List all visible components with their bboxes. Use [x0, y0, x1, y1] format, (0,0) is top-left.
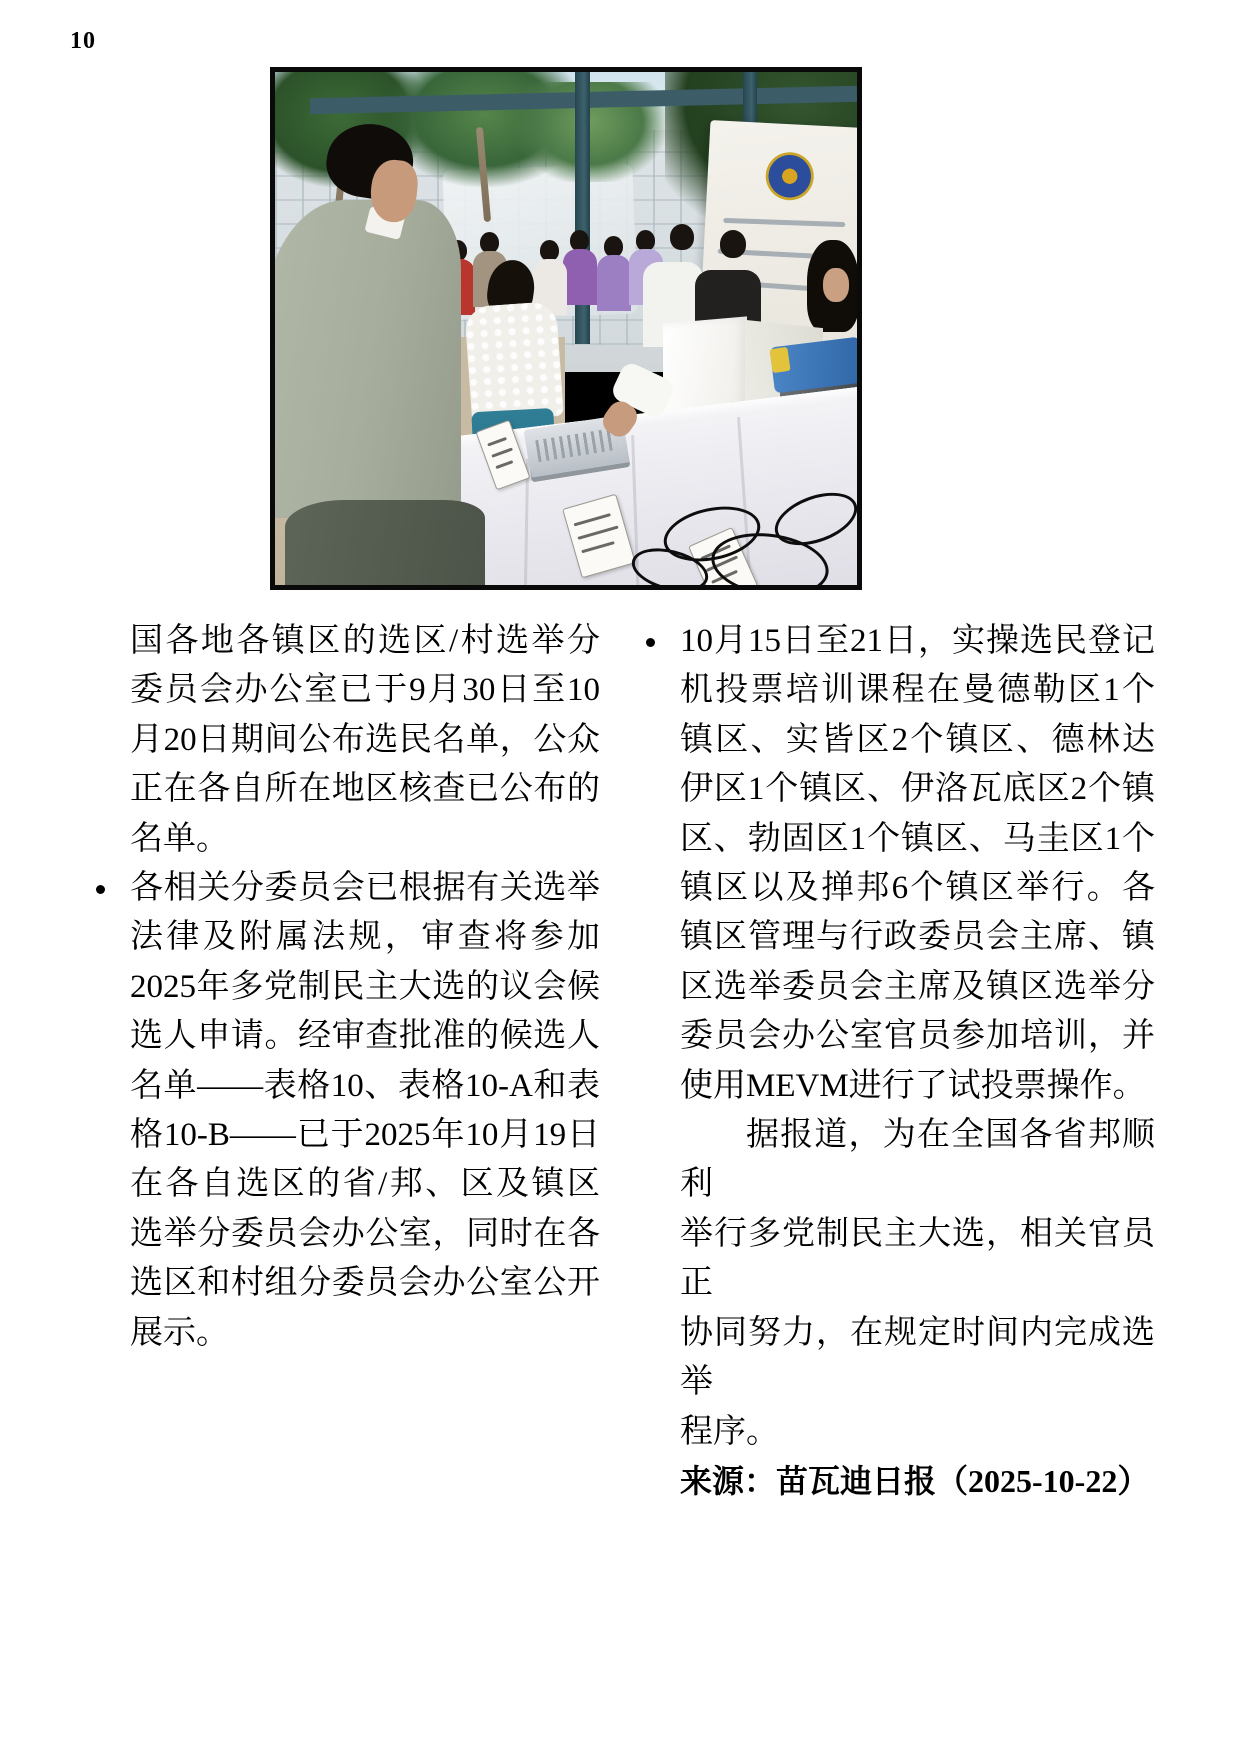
text-line: 镇区、实皆区2个镇区、德林达 [680, 721, 1155, 758]
right-column [645, 617, 1155, 1506]
text-line: 选举分委员会办公室，同时在各 [130, 1215, 600, 1252]
text-line: 格10-B——已于2025年10月19日 [130, 1117, 600, 1154]
official-jacket [275, 200, 461, 518]
text-line: 选区和村组分委员会办公室公开 [130, 1265, 600, 1302]
text-line: 使用MEVM进行了试投票操作。 [680, 1067, 1146, 1104]
text-line: 选人申请。经审查批准的候选人 [130, 1018, 600, 1055]
text-line: 名单。 [130, 820, 229, 857]
text-line: 镇区管理与行政委员会主席、镇 [680, 919, 1155, 956]
bullet-item [680, 617, 1155, 1111]
text-line: 据报道，为在全国各省邦顺利 [680, 1117, 1155, 1203]
text-line: 正在各自所在地区核查已公布的 [130, 771, 600, 808]
text-line: 10月15日至21日，实操选民登记 [680, 623, 1155, 659]
text-line: 协同努力，在规定时间内完成选举 [680, 1314, 1155, 1401]
text-line: 镇区以及掸邦6个镇区举行。各 [680, 870, 1155, 907]
woman-at-table [464, 301, 564, 422]
text-line: 在各自选区的省/邦、区及镇区 [130, 1166, 600, 1203]
paragraph [130, 617, 600, 864]
text-line: 伊区1个镇区、伊洛瓦底区2个镇 [680, 771, 1155, 808]
text-line: 2025年多党制民主大选的议会候 [130, 968, 600, 1005]
text-line: 各相关分委员会已根据有关选举 [130, 870, 600, 907]
yellow-tag [769, 347, 790, 373]
commission-logo-icon [765, 151, 815, 201]
text-line: 名单——表格10、表格10-A和表 [130, 1067, 600, 1104]
text-line: 月20日期间公布选民名单，公众 [130, 721, 600, 758]
text-line: 机投票培训课程在曼德勒区1个 [680, 672, 1155, 709]
text-line: 委员会办公室官员参加培训，并 [680, 1018, 1155, 1055]
text-line: 国各地各镇区的选区/村选举分 [130, 623, 600, 659]
observer-girl-face [823, 268, 849, 302]
text-line: 区选举委员会主席及镇区选举分 [680, 968, 1155, 1005]
source-attribution: 来源：苗瓦迪日报（2025-10-22） [680, 1462, 1150, 1499]
text-line: 举行多党制民主大选，相关官员正 [680, 1215, 1155, 1302]
banner-text-line [723, 218, 845, 227]
photo-illustration [275, 72, 857, 585]
keypad [535, 428, 617, 462]
text-line: 程序。 [680, 1413, 779, 1450]
text-line: 法律及附属法规，审查将参加 [130, 919, 600, 956]
photo [270, 67, 862, 590]
paragraph [680, 1111, 1155, 1457]
bullet-icon [646, 638, 655, 647]
text-line: 委员会办公室已于9月30日至10 [130, 672, 600, 709]
official-longyi [285, 500, 485, 585]
bullet-icon [96, 885, 105, 894]
bullet-item [130, 864, 600, 1358]
text-line: 区、勃固区1个镇区、马圭区1个 [680, 820, 1155, 857]
text-line: 展示。 [130, 1314, 229, 1351]
left-column [94, 617, 600, 1358]
page-number: 10 [70, 28, 96, 54]
